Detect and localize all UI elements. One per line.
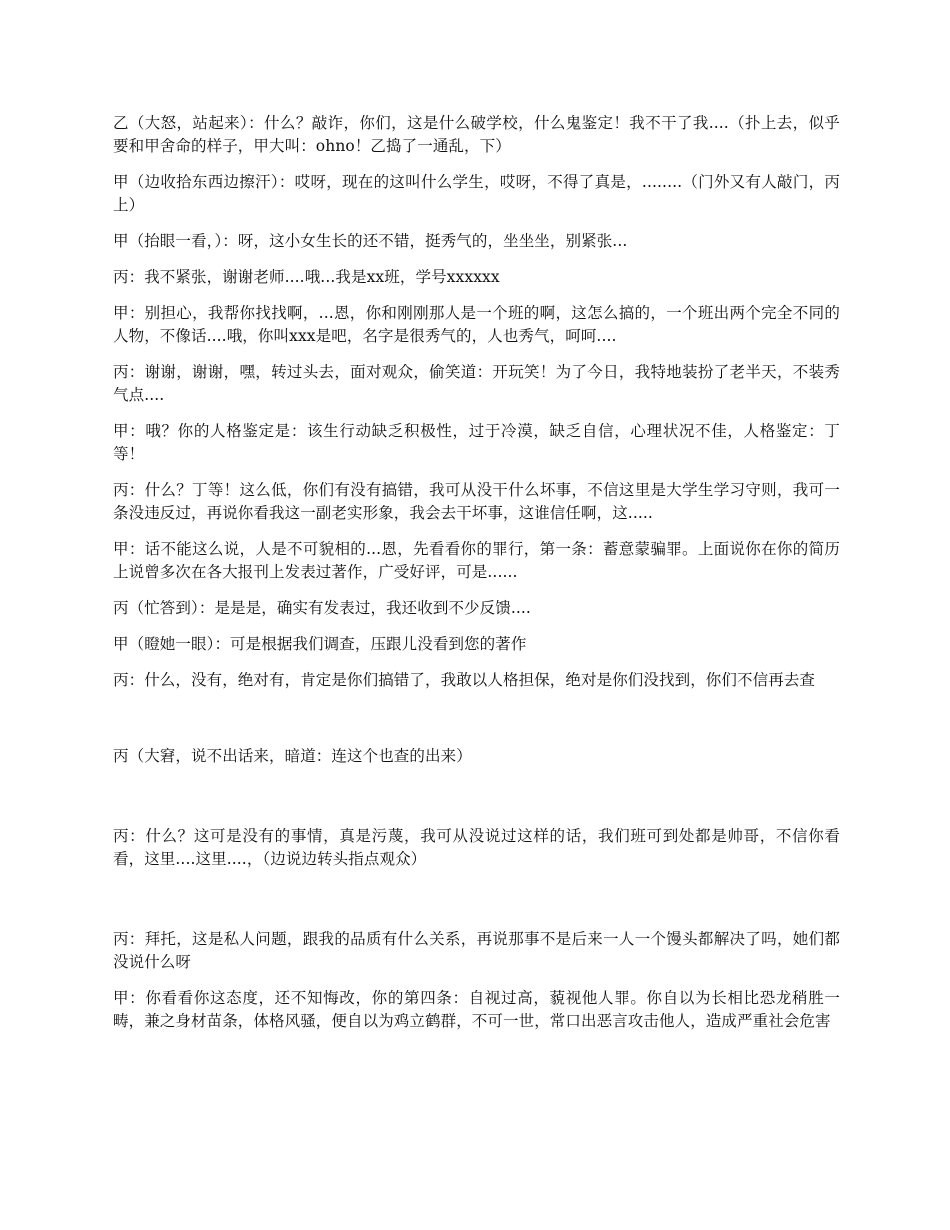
- paragraph: 甲：话不能这么说，人是不可貌相的...恩，先看看你的罪行，第一条：蓄意蒙骗罪。上面说你在你的简历上说曾多次在各大报刊上发表过著作，广受好评，可是......: [113, 540, 840, 581]
- paragraph: 丙（大窘，说不出话来，暗道：连这个也查的出来）: [113, 747, 472, 765]
- paragraph: 丙：我不紧张，谢谢老师....哦...我是xx班，学号xxxxxx: [113, 268, 500, 286]
- paragraph: 乙（大怒，站起来）：什么？敲诈，你们，这是什么破学校，什么鬼鉴定！我不干了我....（扑上去，似乎要和甲舍命的样子，甲大叫：ohno！乙捣了一通乱，下）: [113, 114, 840, 155]
- paragraph: 丙：什么，没有，绝对有，肯定是你们搞错了，我敢以人格担保，绝对是你们没找到，你们不信再去查: [113, 671, 816, 689]
- paragraph: 甲（边收拾东西边擦汗）：哎呀，现在的这叫什么学生，哎呀，不得了真是，........（门外又有人敲门，丙上）: [113, 173, 840, 214]
- blank-gap: [113, 705, 840, 745]
- paragraph: 甲（瞪她一眼）：可是根据我们调查，压跟儿没看到您的著作: [113, 635, 527, 653]
- paragraph: 丙：谢谢，谢谢，嘿，转过头去，面对观众，偷笑道：开玩笑！为了今日，我特地装扮了老半天，不装秀气点....: [113, 363, 840, 404]
- paragraph: 丙：什么？这可是没有的事情，真是污蔑，我可从没说过这样的话，我们班可到处都是帅哥，不信你看看，这里....这里....，（边说边转头指点观众）: [113, 827, 840, 868]
- paragraph: 甲：哦？你的人格鉴定是：该生行动缺乏积极性，过于冷漠，缺乏自信，心理状况不佳，人格鉴定：丁等！: [113, 422, 840, 463]
- document-body: [113, 112, 840, 1046]
- paragraph: 甲：别担心，我帮你找找啊，...恩，你和刚刚那人是一个班的啊，这怎么搞的，一个班出两个完全不同的人物，不像话....哦，你叫xxx是吧，名字是很秀气的，人也秀气，呵呵....: [113, 304, 840, 345]
- blank-gap: [113, 884, 840, 928]
- paragraph: 甲（抬眼一看，）：呀，这小女生长的还不错，挺秀气的，坐坐坐，别紧张...: [113, 232, 628, 250]
- blank-gap: [113, 781, 840, 825]
- paragraph: 丙（忙答到）：是是是，确实有发表过，我还收到不少反馈....: [113, 599, 531, 617]
- paragraph: 丙：拜托，这是私人问题，跟我的品质有什么关系，再说那事不是后来一人一个馒头都解决了吗，她们都没说什么呀: [113, 930, 840, 971]
- paragraph: 甲：你看看你这态度，还不知悔改，你的第四条：自视过高，藐视他人罪。你自以为长相比恐龙稍胜一畴，兼之身材苗条，体格风骚，便自以为鸡立鹤群，不可一世，常口出恶言攻击他人，造成严重社会危害: [113, 989, 840, 1030]
- paragraph: 丙：什么？丁等！这么低，你们有没有搞错，我可从没干什么坏事，不信这里是大学生学习守则，我可一条没违反过，再说你看我这一副老实形象，我会去干坏事，这谁信任啊，这.....: [113, 481, 840, 522]
